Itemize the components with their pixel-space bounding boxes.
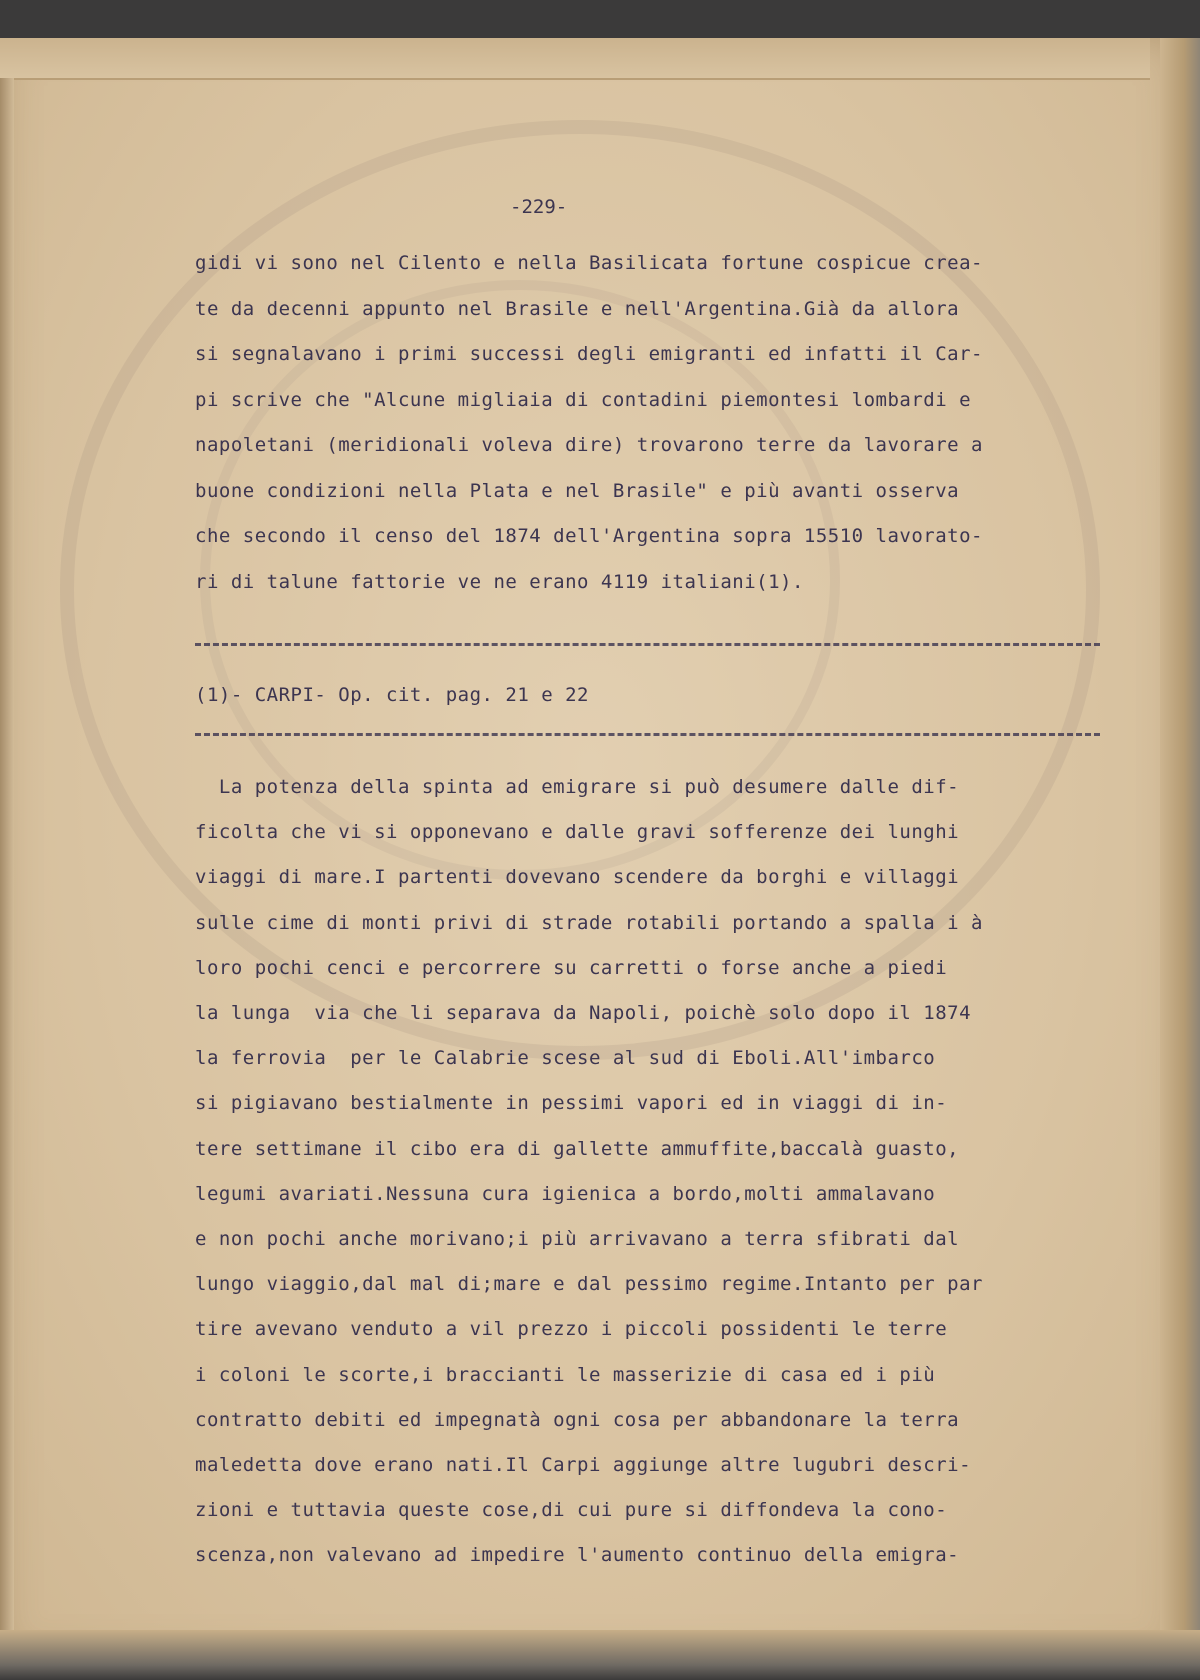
text-line: gidi vi sono nel Cilento e nella Basilicata fortune cospicue crea- <box>195 252 983 274</box>
footnote-separator-top <box>195 643 1100 646</box>
binding-edge <box>0 78 14 1658</box>
text-line: contratto debiti ed impegnatà ogni cosa per abbandonare la terra <box>195 1408 960 1431</box>
text-line: tere settimane il cibo era di gallette ammuffite,baccalà guasto, <box>195 1137 960 1160</box>
text-line: pi scrive che "Alcune migliaia di contadini piemontesi lombardi e <box>195 388 972 411</box>
text-line: buone condizioni nella Plata e nel Brasile" e più avanti osserva <box>195 479 960 502</box>
text-line: loro pochi cenci e percorrere su carretti o forse anche a piedi <box>195 956 948 979</box>
text-line: ri di talune fattorie ve ne erano 4119 italiani(1). <box>195 570 804 593</box>
text-line: ficolta che vi si opponevano e dalle gravi sofferenze dei lunghi <box>195 821 960 844</box>
footnote: (1)- CARPI- Op. cit. pag. 21 e 22 <box>195 684 589 706</box>
text-line: te da decenni appunto nel Brasile e nell'Argentina.Già da allora <box>195 297 960 320</box>
text-line: scenza,non valevano ad impedire l'aumento continuo della emigra- <box>195 1544 960 1567</box>
text-line: legumi avariati.Nessuna cura igienica a bordo,molti ammalavano <box>195 1182 936 1205</box>
text-line: la ferrovia per le Calabrie scese al sud di Eboli.All'imbarco <box>195 1047 936 1070</box>
text-line: viaggi di mare.I partenti dovevano scendere da borghi e villaggi <box>195 866 960 889</box>
text-line: lungo viaggio,dal mal di;mare e dal pessimo regime.Intanto per par <box>195 1273 983 1296</box>
text-line: zioni e tuttavia queste cose,di cui pure si diffondeva la cono- <box>195 1499 948 1522</box>
text-line: la lunga via che li separava da Napoli, poichè solo dopo il 1874 <box>195 1002 972 1024</box>
text-line: si pigiavano bestialmente in pessimi vapori ed in viaggi di in- <box>195 1092 948 1115</box>
text-line: maledetta dove erano nati.Il Carpi aggiunge altre lugubri descri- <box>195 1454 972 1476</box>
text-line: La potenza della spinta ad emigrare si può desumere dalle dif- <box>195 776 960 798</box>
page-bottom-edge <box>0 1630 1200 1680</box>
text-line: si segnalavano i primi successi degli emigranti ed infatti il Car- <box>195 343 983 365</box>
page-right-edge <box>1160 38 1200 1658</box>
text-line: e non pochi anche morivano;i più arrivavano a terra sfibrati dal <box>195 1228 960 1250</box>
text-line: tire avevano venduto a vil prezzo i piccoli possidenti le terre <box>195 1318 948 1341</box>
text-line: sulle cime di monti privi di strade rotabili portando a spalla i à <box>195 911 983 934</box>
text-line: napoletani (meridionali voleva dire) trovarono terre da lavorare a <box>195 434 983 456</box>
text-line: i coloni le scorte,i braccianti le masserizie di casa ed i più <box>195 1363 936 1386</box>
page-top-edge <box>0 38 1150 80</box>
text-line: che secondo il censo del 1874 dell'Argentina sopra 15510 lavorato- <box>195 525 983 547</box>
footnote-separator-bottom <box>195 733 1100 736</box>
page-number: -229- <box>510 196 568 218</box>
